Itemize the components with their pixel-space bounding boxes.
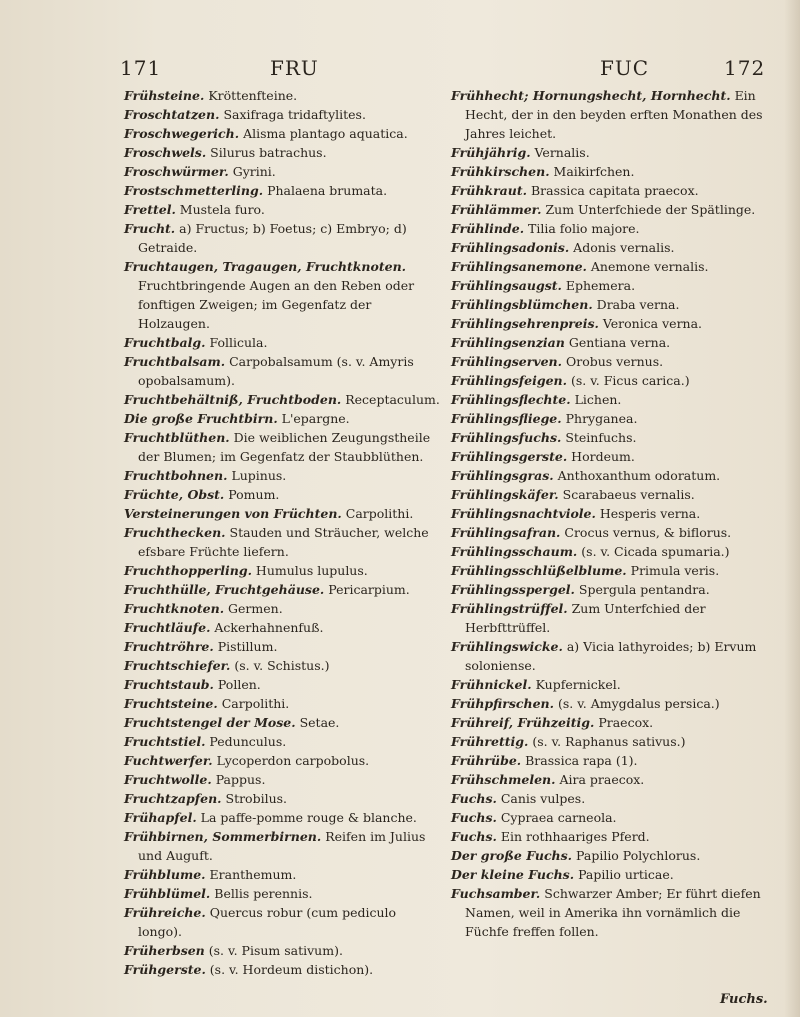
entry-definition: Praecox. — [598, 715, 654, 730]
entry-headword: Frühlingskäfer. — [451, 487, 559, 502]
entry-headword: Frühkirschen. — [451, 164, 550, 179]
entry-headword: Früchte, Obst. — [124, 487, 225, 502]
entry-definition: Scarabaeus vernalis. — [562, 487, 695, 502]
entry-headword: Die große Fruchtbirn. — [124, 411, 278, 426]
entry-definition: Lupinus. — [231, 468, 287, 483]
dictionary-entry — [451, 314, 769, 333]
entry-headword: Frühlingsflechte. — [451, 392, 571, 407]
entry-definition: Pollen. — [217, 677, 261, 692]
entry-headword: Versteinerungen von Früchten. — [124, 506, 342, 521]
dictionary-entry — [451, 409, 769, 428]
entry-headword: Froschwürmer. — [124, 164, 229, 179]
dictionary-entry — [451, 352, 769, 371]
entry-headword: Frühlingstrüffel. — [451, 601, 568, 616]
entry-definition: Ephemera. — [565, 278, 636, 293]
entry-headword: Frühpfirschen. — [451, 696, 554, 711]
entry-headword: Frühlingsenzian — [451, 335, 565, 350]
entry-headword: Frühreiche. — [124, 905, 206, 920]
dictionary-entry — [124, 656, 442, 675]
dictionary-entry — [124, 827, 442, 865]
dictionary-entry — [124, 637, 442, 656]
entry-definition: Gyrini. — [232, 164, 276, 179]
entry-definition: Maikirfchen. — [553, 164, 635, 179]
dictionary-entry — [124, 219, 442, 257]
entry-definition: Pedunculus. — [209, 734, 287, 749]
entry-headword: Fuchs. — [451, 810, 497, 825]
entry-definition: Lichen. — [574, 392, 622, 407]
entry-definition: Mustela furo. — [179, 202, 265, 217]
catchword: Fuchs. — [720, 992, 768, 1007]
entry-definition: Crocus vernus, & biflorus. — [564, 525, 732, 540]
dictionary-entry — [124, 333, 442, 352]
dictionary-entry — [451, 86, 769, 143]
entry-definition: Steinfuchs. — [565, 430, 637, 445]
entry-definition: Saxifraga tridaftylites. — [223, 107, 366, 122]
dictionary-entry — [124, 618, 442, 637]
entry-definition: Papilio urticae. — [578, 867, 674, 882]
dictionary-entry — [451, 466, 769, 485]
entry-headword: Frühlinde. — [451, 221, 525, 236]
dictionary-entry — [124, 903, 442, 941]
entry-definition: Setae. — [299, 715, 340, 730]
dictionary-entry — [451, 675, 769, 694]
entry-headword: Frühgerste. — [124, 962, 206, 977]
entry-headword: Frühlingsaugst. — [451, 278, 562, 293]
dictionary-entry — [451, 200, 769, 219]
entry-headword: Frucht. — [124, 221, 176, 236]
entry-headword: Frühlingsspergel. — [451, 582, 575, 597]
dictionary-entry — [124, 105, 442, 124]
entry-headword: Fruchtsteine. — [124, 696, 218, 711]
dictionary-entry — [451, 276, 769, 295]
page-number-left: 171 — [120, 56, 162, 80]
entry-headword: Fuchtwerfer. — [124, 753, 213, 768]
entry-headword: Frühblume. — [124, 867, 206, 882]
entry-definition: Bellis perennis. — [214, 886, 313, 901]
entry-headword: Frühschmelen. — [451, 772, 556, 787]
running-head-left: FRU — [270, 56, 319, 80]
entry-headword: Frühlingsfliege. — [451, 411, 562, 426]
entry-headword: Frühlingsanemone. — [451, 259, 587, 274]
entry-headword: Fruchtwolle. — [124, 772, 212, 787]
dictionary-entry — [124, 390, 442, 409]
dictionary-entry — [124, 732, 442, 751]
entry-headword: Fruchthülle, Fruchtgehäuse. — [124, 582, 325, 597]
dictionary-entry — [124, 599, 442, 618]
dictionary-entry — [451, 637, 769, 675]
entry-headword: Frühapfel. — [124, 810, 197, 825]
entry-definition: Alisma plantago aquatica. — [243, 126, 408, 141]
entry-definition: (s. v. Hordeum distichon). — [209, 962, 374, 977]
dictionary-entry — [124, 694, 442, 713]
entry-headword: Froschwels. — [124, 145, 207, 160]
entry-headword: Fruchthecken. — [124, 525, 226, 540]
dictionary-entry — [124, 865, 442, 884]
dictionary-entry — [124, 352, 442, 390]
entry-headword: Froschtatzen. — [124, 107, 220, 122]
entry-definition: Brassica rapa (1). — [525, 753, 638, 768]
dictionary-entry — [451, 371, 769, 390]
dictionary-entry — [124, 941, 442, 960]
entry-headword: Frühkraut. — [451, 183, 527, 198]
entry-headword: Frühlingswicke. — [451, 639, 563, 654]
entry-definition: Stauden und Sträucher, welche efsbare Früchte liefern. — [138, 525, 429, 559]
left-column — [124, 86, 442, 979]
entry-definition: Carpobalsamum (s. v. Amyris opobalsamum). — [138, 354, 414, 388]
entry-definition: (s. v. Ficus carica.) — [570, 373, 690, 388]
dictionary-entry — [451, 865, 769, 884]
dictionary-entry — [124, 808, 442, 827]
entry-headword: Frühlingsschaum. — [451, 544, 578, 559]
dictionary-entry — [451, 732, 769, 751]
dictionary-entry — [451, 542, 769, 561]
entry-headword: Frühlingsehrenpreis. — [451, 316, 599, 331]
entry-headword: Frühlingsafran. — [451, 525, 561, 540]
entry-definition: Papilio Polychlorus. — [576, 848, 701, 863]
dictionary-entry — [124, 257, 442, 333]
page-number-right: 172 — [724, 56, 766, 80]
entry-definition: Vernalis. — [534, 145, 590, 160]
dictionary-entry — [124, 200, 442, 219]
entry-headword: Fruchtblüthen. — [124, 430, 230, 445]
dictionary-entry — [124, 751, 442, 770]
running-head — [0, 56, 800, 82]
entry-definition: Pappus. — [215, 772, 266, 787]
entry-headword: Frühhecht; Hornungshecht, Hornhecht. — [451, 88, 731, 103]
entry-definition: Draba verna. — [596, 297, 680, 312]
dictionary-entry — [124, 162, 442, 181]
entry-definition: Hesperis verna. — [599, 506, 701, 521]
dictionary-entry — [451, 694, 769, 713]
entry-definition: Carpolithi. — [221, 696, 290, 711]
dictionary-entry — [124, 713, 442, 732]
entry-definition: Die weiblichen Zeugungstheile der Blumen; im Gegenfatz der Staubblüthen. — [138, 430, 431, 464]
entry-headword: Fruchtschiefer. — [124, 658, 231, 673]
dictionary-entry — [451, 846, 769, 865]
entry-headword: Frühlingsschlüßelblume. — [451, 563, 627, 578]
entry-definition: Pericarpium. — [328, 582, 410, 597]
entry-headword: Frettel. — [124, 202, 176, 217]
dictionary-entry — [451, 390, 769, 409]
entry-definition: (s. v. Amygdalus persica.) — [557, 696, 720, 711]
entry-headword: Fruchtstaub. — [124, 677, 214, 692]
dictionary-entry — [451, 827, 769, 846]
entry-definition: Ein Hecht, der in den beyden erften Monathen des Jahres leichet. — [465, 88, 763, 141]
dictionary-entry — [124, 485, 442, 504]
entry-definition: Humulus lupulus. — [255, 563, 368, 578]
entry-definition: Phryganea. — [565, 411, 638, 426]
dictionary-entry — [124, 428, 442, 466]
entry-headword: Fruchtbehältniß, Fruchtboden. — [124, 392, 342, 407]
entry-definition: Veronica verna. — [602, 316, 703, 331]
dictionary-entry — [124, 675, 442, 694]
entry-headword: Fruchtstengel der Mose. — [124, 715, 296, 730]
entry-headword: Frühbirnen, Sommerbirnen. — [124, 829, 322, 844]
entry-headword: Früherbsen — [124, 943, 205, 958]
entry-definition: Lycoperdon carpobolus. — [216, 753, 370, 768]
dictionary-entry — [451, 333, 769, 352]
entry-headword: Fuchs. — [451, 791, 497, 806]
entry-definition: La paffe-pomme rouge & blanche. — [200, 810, 417, 825]
entry-definition: Strobilus. — [225, 791, 288, 806]
dictionary-entry — [451, 219, 769, 238]
entry-definition: Aira praecox. — [559, 772, 645, 787]
dictionary-entry — [451, 257, 769, 276]
entry-headword: Frühlingserven. — [451, 354, 562, 369]
dictionary-entry — [124, 86, 442, 105]
dictionary-entry — [451, 143, 769, 162]
entry-definition: Cypraea carneola. — [500, 810, 617, 825]
entry-headword: Frühlingsgras. — [451, 468, 554, 483]
entry-headword: Fuchs. — [451, 829, 497, 844]
entry-definition: Ackerhahnenfuß. — [214, 620, 324, 635]
entry-headword: Fruchtläufe. — [124, 620, 211, 635]
entry-headword: Frührübe. — [451, 753, 522, 768]
dictionary-entry — [124, 466, 442, 485]
dictionary-entry — [124, 789, 442, 808]
entry-definition: Schwarzer Amber; Er führt diefen Namen, weil in Amerika ihn vornämlich die Füchfe freffen follen. — [465, 886, 761, 939]
entry-headword: Fruchtröhre. — [124, 639, 214, 654]
entry-definition: Zum Unterfchiede der Spätlinge. — [545, 202, 756, 217]
entry-definition: Adonis vernalis. — [573, 240, 675, 255]
entry-headword: Fruchthopperling. — [124, 563, 252, 578]
entry-definition: Germen. — [228, 601, 283, 616]
dictionary-entry — [124, 561, 442, 580]
entry-definition: Brassica capitata praecox. — [530, 183, 699, 198]
entry-definition: Anemone vernalis. — [590, 259, 709, 274]
entry-definition: Receptaculum. — [345, 392, 440, 407]
entry-headword: Frühlingsnachtviole. — [451, 506, 596, 521]
entry-headword: Frühnickel. — [451, 677, 532, 692]
entry-definition: Primula veris. — [630, 563, 720, 578]
entry-headword: Frühlingsgerste. — [451, 449, 568, 464]
entry-headword: Frühlämmer. — [451, 202, 542, 217]
entry-headword: Fruchtaugen, Tragaugen, Fruchtknoten. — [124, 259, 407, 274]
entry-definition: Tilia folio majore. — [528, 221, 640, 236]
dictionary-entry — [124, 884, 442, 903]
entry-definition: Kröttenfteine. — [208, 88, 298, 103]
entry-headword: Fruchtzapfen. — [124, 791, 222, 806]
dictionary-entry — [124, 770, 442, 789]
dictionary-entry — [451, 751, 769, 770]
dictionary-entry — [451, 713, 769, 732]
dictionary-entry — [124, 580, 442, 599]
dictionary-entry — [451, 580, 769, 599]
dictionary-entry — [451, 599, 769, 637]
entry-definition: Zum Unterfchied der Herbfttrüffel. — [465, 601, 706, 635]
entry-definition: Follicula. — [209, 335, 268, 350]
right-column — [451, 86, 769, 941]
entry-headword: Fruchtknoten. — [124, 601, 225, 616]
entry-definition: Carpolithi. — [345, 506, 414, 521]
entry-definition: Hordeum. — [571, 449, 635, 464]
entry-definition: (s. v. Cicada spumaria.) — [581, 544, 730, 559]
entry-definition: (s. v. Raphanus sativus.) — [532, 734, 686, 749]
entry-headword: Frühjährig. — [451, 145, 531, 160]
entry-headword: Fruchtstiel. — [124, 734, 206, 749]
entry-definition: Ein rothhaariges Pferd. — [500, 829, 650, 844]
entry-definition: a) Fructus; b) Foetus; c) Embryo; d) Getraide. — [138, 221, 407, 255]
entry-headword: Frühsteine. — [124, 88, 205, 103]
entry-definition: Eranthemum. — [209, 867, 297, 882]
dictionary-entry — [451, 181, 769, 200]
entry-headword: Frühlingsfuchs. — [451, 430, 562, 445]
dictionary-entry — [124, 124, 442, 143]
entry-definition: Phalaena brumata. — [267, 183, 388, 198]
dictionary-entry — [124, 523, 442, 561]
dictionary-entry — [451, 884, 769, 941]
entry-headword: Frühlingsblümchen. — [451, 297, 593, 312]
entry-headword: Frührettig. — [451, 734, 529, 749]
entry-definition: (s. v. Pisum sativum). — [208, 943, 343, 958]
entry-definition: Pomum. — [228, 487, 280, 502]
entry-definition: Gentiana verna. — [568, 335, 671, 350]
entry-definition: Spergula pentandra. — [578, 582, 710, 597]
entry-definition: (s. v. Schistus.) — [234, 658, 330, 673]
dictionary-entry — [451, 808, 769, 827]
page-fold-shadow — [784, 0, 800, 1017]
entry-headword: Fuchsamber. — [451, 886, 541, 901]
entry-definition: Orobus vernus. — [565, 354, 664, 369]
entry-headword: Froschwegerich. — [124, 126, 240, 141]
entry-definition: Canis vulpes. — [500, 791, 586, 806]
entry-definition: Silurus batrachus. — [210, 145, 327, 160]
dictionary-entry — [451, 789, 769, 808]
entry-headword: Frostschmetterling. — [124, 183, 264, 198]
entry-definition: a) Vicia lathyroides; b) Ervum soloniense. — [465, 639, 757, 673]
dictionary-entry — [124, 409, 442, 428]
dictionary-entry — [451, 523, 769, 542]
dictionary-entry — [124, 143, 442, 162]
dictionary-entry — [451, 162, 769, 181]
entry-definition: Fruchtbringende Augen an den Reben oder fonftigen Zweigen; im Gegenfatz der Holzaugen. — [138, 278, 415, 331]
entry-definition: Pistillum. — [217, 639, 278, 654]
entry-headword: Fruchtbohnen. — [124, 468, 228, 483]
entry-definition: L'epargne. — [281, 411, 350, 426]
dictionary-entry — [451, 295, 769, 314]
dictionary-entry — [451, 485, 769, 504]
entry-definition: Quercus robur (cum pediculo longo). — [138, 905, 397, 939]
entry-headword: Frühblümel. — [124, 886, 211, 901]
entry-definition: Kupfernickel. — [535, 677, 621, 692]
dictionary-entry — [451, 428, 769, 447]
dictionary-entry — [124, 960, 442, 979]
entry-headword: Frühlingsfeigen. — [451, 373, 567, 388]
entry-headword: Frühreif, Frühzeitig. — [451, 715, 595, 730]
dictionary-entry — [451, 447, 769, 466]
dictionary-entry — [124, 181, 442, 200]
dictionary-entry — [451, 504, 769, 523]
entry-headword: Der kleine Fuchs. — [451, 867, 575, 882]
entry-definition: Anthoxanthum odoratum. — [557, 468, 721, 483]
dictionary-entry — [451, 238, 769, 257]
entry-headword: Fruchtbalg. — [124, 335, 206, 350]
dictionary-entry — [451, 561, 769, 580]
dictionary-entry — [451, 770, 769, 789]
entry-definition: Reifen im Julius und Auguft. — [138, 829, 426, 863]
entry-headword: Frühlingsadonis. — [451, 240, 570, 255]
running-head-right: FUC — [600, 56, 650, 80]
dictionary-entry — [124, 504, 442, 523]
entry-headword: Der große Fuchs. — [451, 848, 573, 863]
entry-headword: Fruchtbalsam. — [124, 354, 226, 369]
